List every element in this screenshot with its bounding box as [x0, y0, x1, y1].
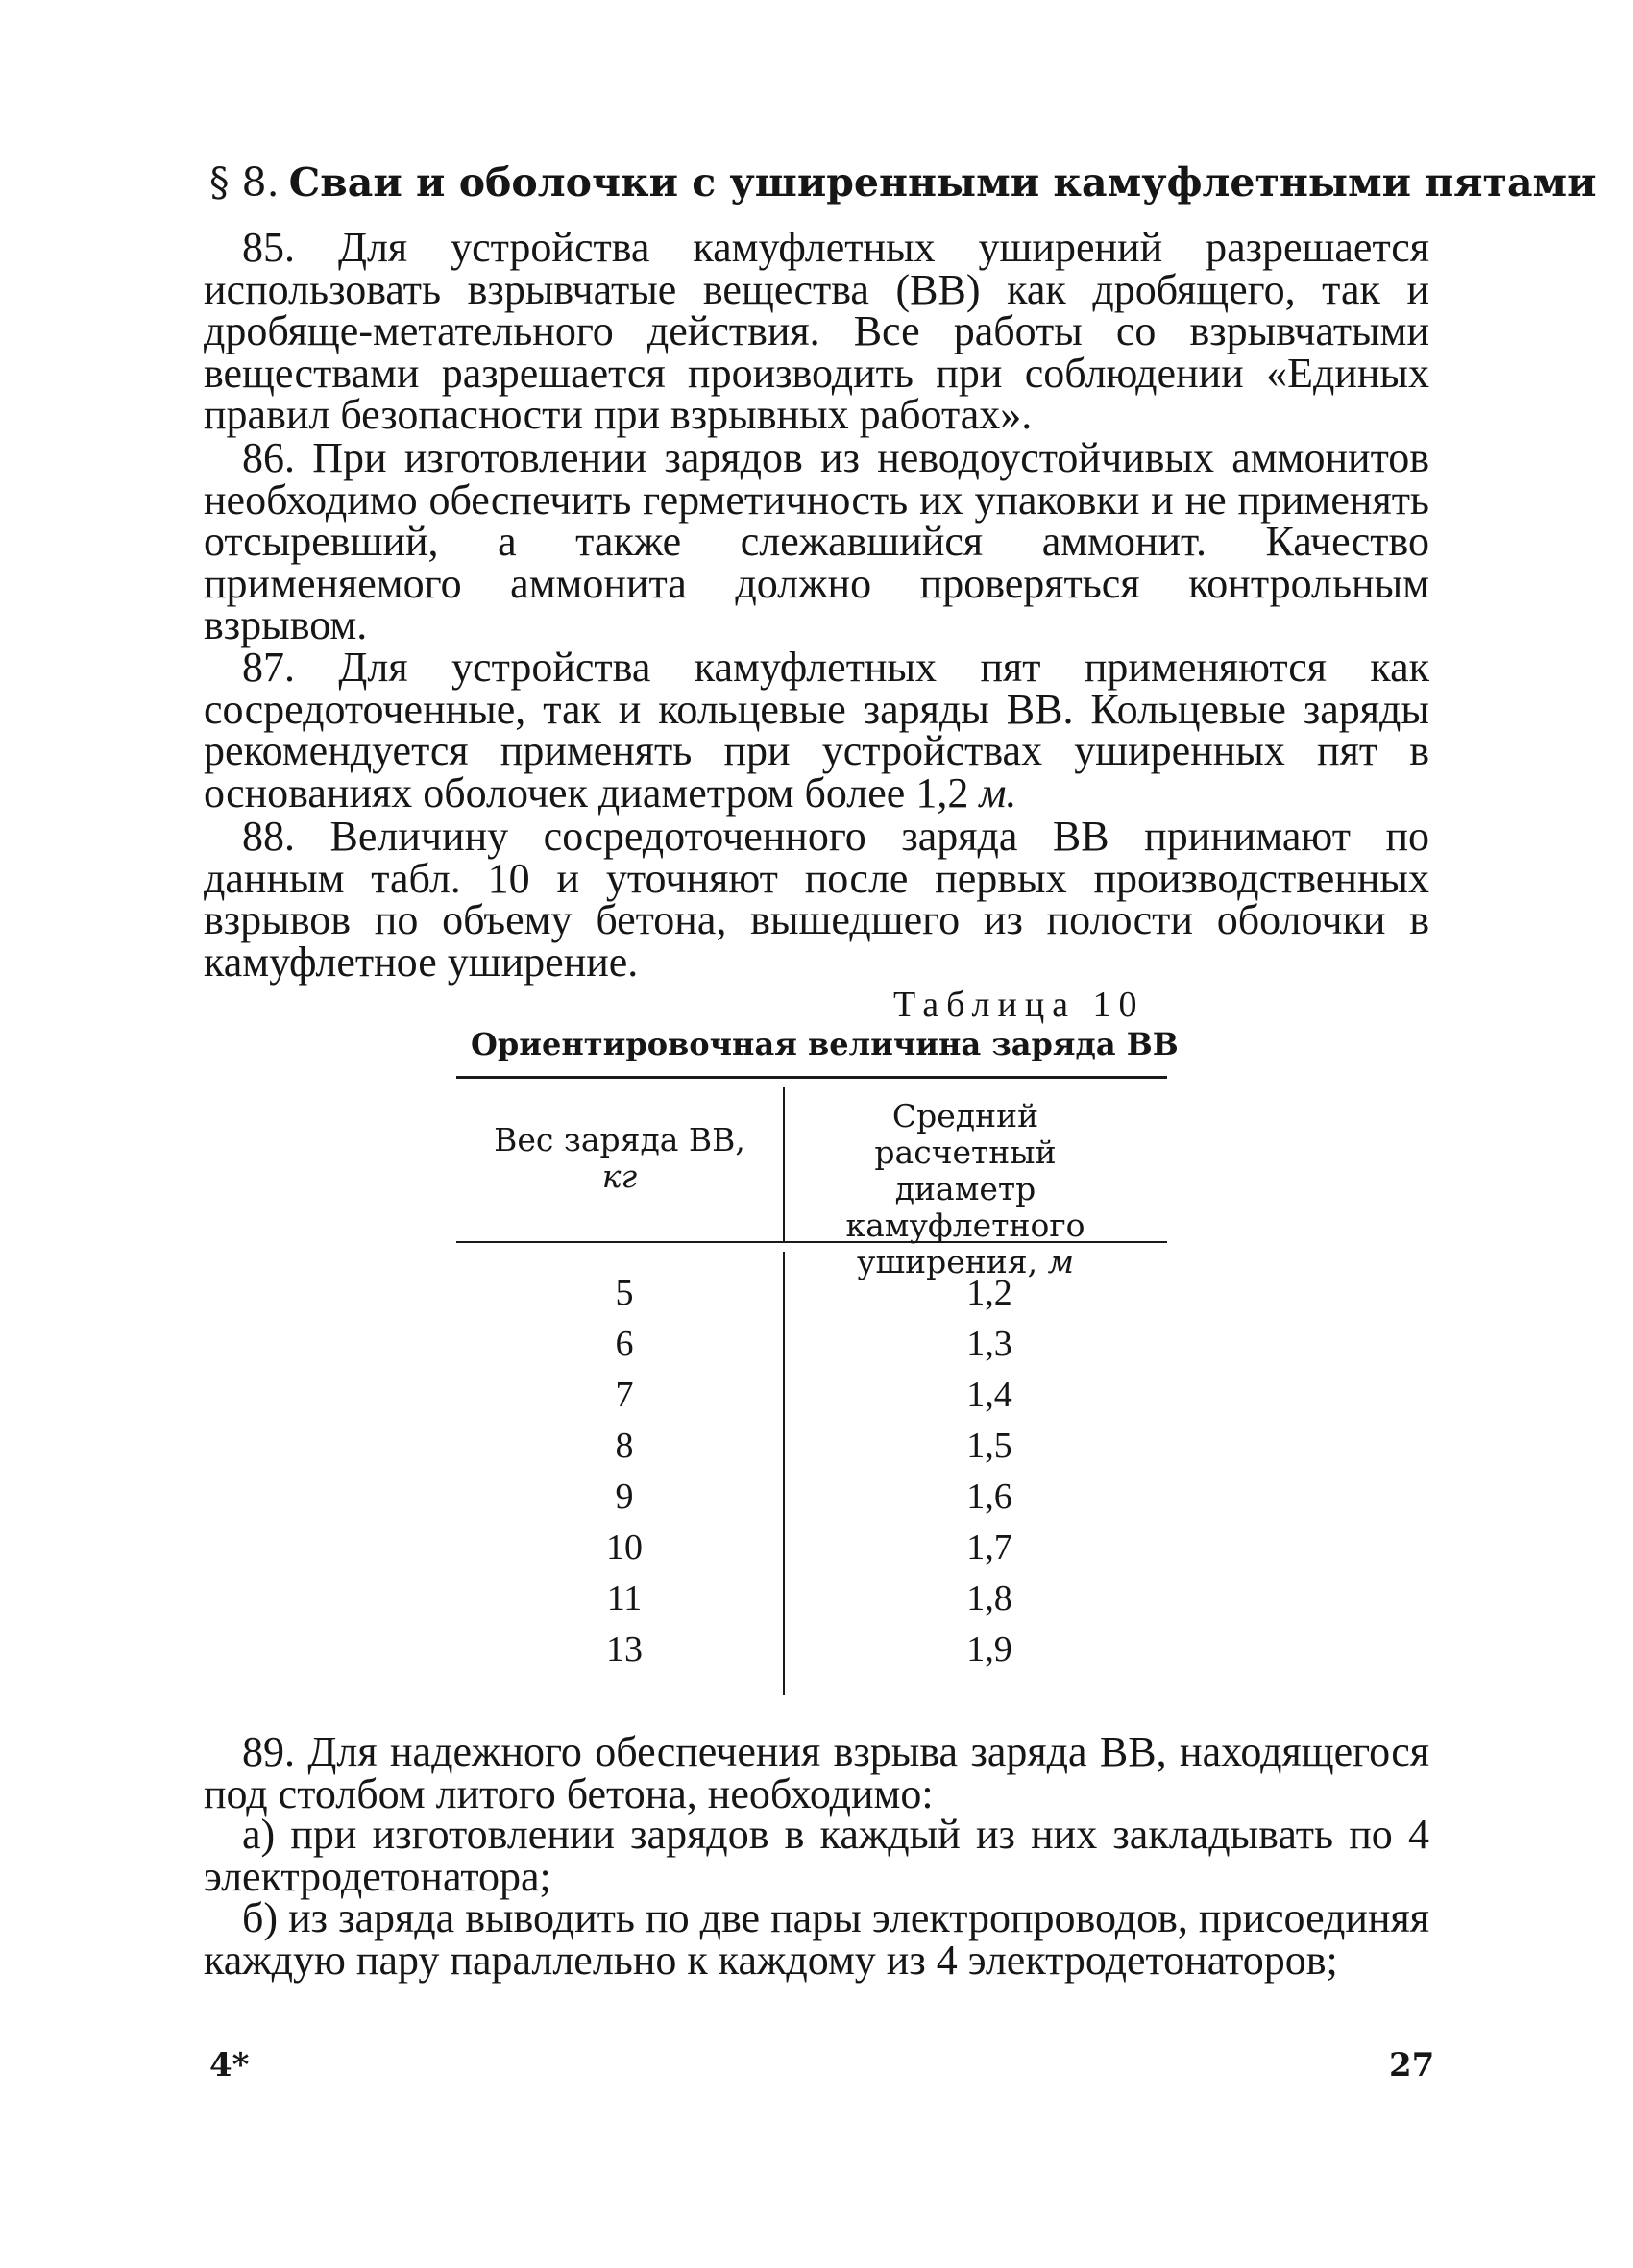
table-cell-weight: 5	[615, 1273, 634, 1313]
table-cell-diameter: 1,7	[966, 1527, 1012, 1568]
table-cell-diameter: 1,5	[966, 1426, 1012, 1466]
table-cell-weight: 9	[615, 1476, 634, 1517]
paragraph-87-text: 87. Для устройства камуфлетных пят применяются как сосредоточенные, так и кольцевые заряды ВВ. Кольцевые заряды рекомендуется применять при устройствах уширенных пят в основаниях оболочек диаметром более 1,2	[204, 644, 1429, 817]
table-caption: Таблица 10	[893, 985, 1145, 1025]
table-cell-weight: 13	[606, 1629, 643, 1670]
table-title: Ориентировочная величина заряда ВВ	[471, 1026, 1179, 1062]
table-col1-header	[456, 1122, 783, 1195]
paragraph-89-text: 89. Для надежного обеспечения взрыва заряда ВВ, находящегося под столбом литого бетона, необходимо:	[204, 1728, 1429, 1817]
paragraph-89b	[204, 1894, 1429, 1984]
page-number: 27	[1389, 2046, 1435, 2085]
footer-signature-mark: 4*	[209, 2046, 250, 2085]
paragraph-88	[204, 813, 1429, 986]
paragraph-89	[204, 1728, 1429, 1817]
col2-header-label: Средний расчетный диаметр камуфлетного уширения,	[845, 1097, 1085, 1280]
paragraph-87-unit: м.	[979, 768, 1017, 817]
paragraph-85	[204, 224, 1429, 438]
paragraph-85-text: 85. Для устройства камуфлетных уширений разрешается использовать взрывчатые вещества (ВВ) как дробящего, так и дробяще-метательного действия. Все работы со взрывчатыми веществами разрешается производить при соблюдении «Единых правил безопасности при взрывных работах».	[204, 224, 1429, 438]
table-top-rule	[456, 1076, 1167, 1079]
paragraph-89a	[204, 1811, 1429, 1900]
table-header-divider	[783, 1087, 785, 1241]
paragraph-89b-text: б) из заряда выводить по две пары электропроводов, присоединяя каждую пару параллельно к каждому из 4 электродетонаторов;	[204, 1894, 1429, 1984]
table-body-divider	[783, 1252, 785, 1695]
table-cell-diameter: 1,6	[966, 1476, 1012, 1517]
paragraph-88-text: 88. Величину сосредоточенного заряда ВВ принимают по данным табл. 10 и уточняют после первых производственных взрывов по объему бетона, вышедшего из полости оболочки в камуфлетное уширение.	[204, 813, 1429, 986]
col1-header-label: Вес заряда ВВ,	[494, 1121, 745, 1158]
table-col2-header	[802, 1098, 1129, 1280]
table-cell-diameter: 1,4	[966, 1375, 1012, 1415]
table-cell-weight: 6	[615, 1324, 634, 1364]
table-cell-diameter: 1,9	[966, 1629, 1012, 1670]
table-cell-weight: 11	[606, 1578, 643, 1619]
col1-header-unit: кг	[601, 1158, 638, 1195]
section-heading	[209, 159, 1596, 206]
col2-header-unit: м	[1047, 1243, 1074, 1280]
table-cell-diameter: 1,8	[966, 1578, 1012, 1619]
section-title: Сваи и оболочки с уширенными камуфлетными пятами	[288, 159, 1596, 206]
table-cell-diameter: 1,2	[966, 1273, 1012, 1313]
table-cell-weight: 8	[615, 1426, 634, 1466]
paragraph-86	[204, 434, 1429, 648]
paragraph-87	[204, 644, 1429, 817]
table-cell-weight: 10	[606, 1527, 643, 1568]
paragraph-89a-text: а) при изготовлении зарядов в каждый из них закладывать по 4 электродетонатора;	[204, 1811, 1429, 1900]
table-cell-weight: 7	[615, 1375, 634, 1415]
table-cell-diameter: 1,3	[966, 1324, 1012, 1364]
paragraph-86-text: 86. При изготовлении зарядов из неводоустойчивых аммонитов необходимо обеспечить герметичность их упаковки и не применять отсыревший, а также слежавшийся аммонит. Качество применяемого аммонита должно проверяться контрольным взрывом.	[204, 434, 1429, 648]
section-symbol: § 8.	[209, 159, 280, 206]
